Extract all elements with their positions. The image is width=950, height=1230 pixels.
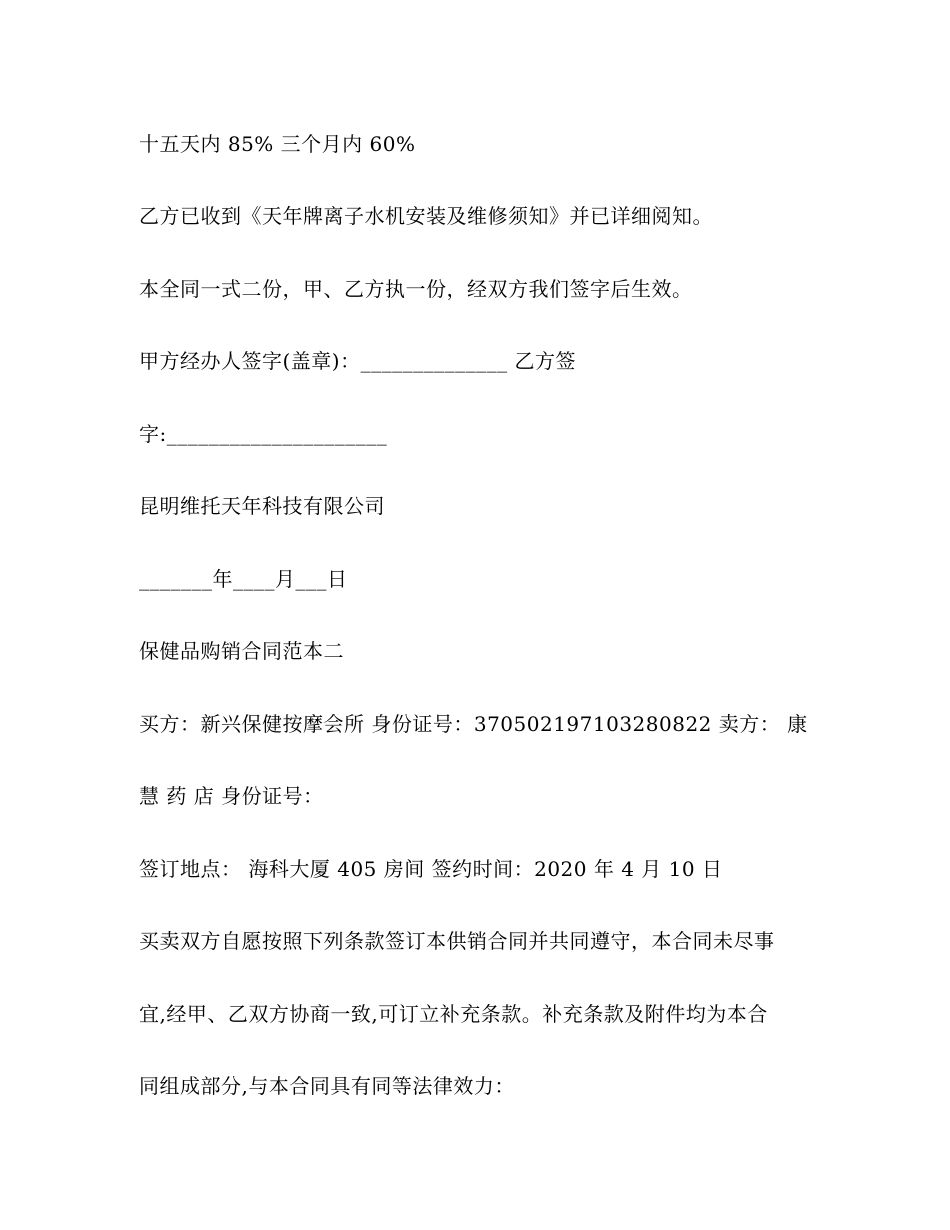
text-line-validity: 十五天内 85% 三个月内 60% (139, 132, 416, 156)
text-line-terms-3: 同组成部分,与本合同具有同等法律效力： (139, 1074, 515, 1098)
text-line-acknowledgement: 乙方已收到《天年牌离子水机安装及维修须知》并已详细阅知。 (139, 204, 713, 228)
section-title: 保健品购销合同范本二 (139, 639, 344, 663)
text-line-seller-id: 慧 药 店 身份证号： (139, 784, 324, 808)
text-line-date-blank: _______年____月___日 (139, 567, 348, 591)
text-line-copies: 本全同一式二份，甲、乙方执一份，经双方我们签字后生效。 (139, 277, 693, 301)
text-line-company-name: 昆明维托天年科技有限公司 (139, 494, 385, 518)
text-line-signing-place-time: 签订地点： 海科大厦 405 房间 签约时间：2020 年 4 月 10 日 (139, 857, 723, 881)
text-line-buyer-seller: 买方：新兴保健按摩会所 身份证号：370502197103280822 卖方： 康 (139, 712, 808, 736)
text-line-terms-2: 宜,经甲、乙双方协商一致,可订立补充条款。补充条款及附件均为本合 (139, 1002, 768, 1026)
text-line-party-a-signature: 甲方经办人签字(盖章)：______________ 乙方签 (139, 349, 576, 373)
text-line-party-b-signature: 字:_____________________ (139, 422, 388, 446)
text-line-terms-1: 买卖双方自愿按照下列条款签订本供销合同并共同遵守，本合同未尽事 (139, 929, 775, 953)
